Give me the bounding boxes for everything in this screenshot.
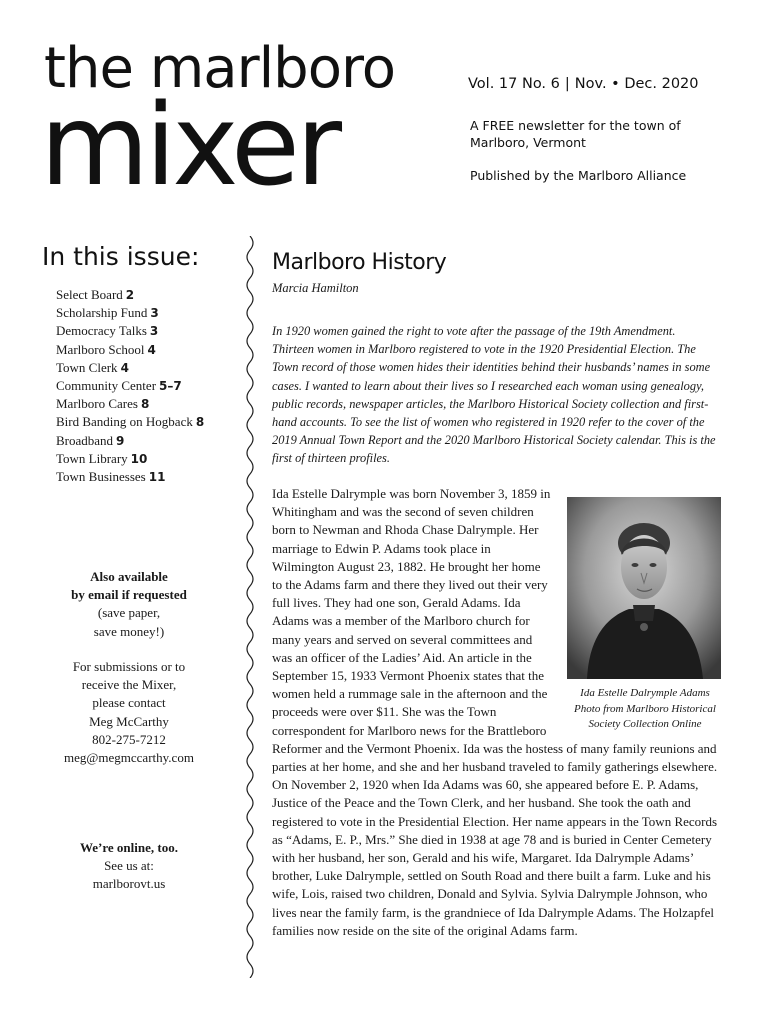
toc-label: Bird Banding on Hogback bbox=[56, 414, 193, 430]
in-this-issue-heading: In this issue: bbox=[42, 242, 200, 271]
toc-item[interactable] bbox=[56, 450, 236, 468]
toc-page: 4 bbox=[120, 360, 129, 375]
wavy-column-divider bbox=[239, 236, 261, 978]
by-email-line: by email if requested bbox=[71, 587, 187, 603]
toc-label: Marlboro School bbox=[56, 341, 145, 357]
issue-separator: | bbox=[564, 76, 570, 92]
volume-number: Vol. 17 No. 6 bbox=[468, 76, 560, 92]
email-availability-note bbox=[40, 568, 218, 641]
contact-email-link[interactable]: meg@megmccarthy.com bbox=[64, 750, 194, 766]
contact-info bbox=[40, 658, 218, 767]
save-money-line: save money!) bbox=[93, 623, 165, 639]
toc-page: 3 bbox=[149, 324, 159, 339]
table-of-contents bbox=[56, 286, 236, 486]
toc-page: 2 bbox=[125, 288, 135, 302]
contact-phone[interactable]: 802-275-7212 bbox=[92, 731, 166, 747]
online-see-us: See us at: bbox=[104, 858, 154, 874]
toc-page: 5–7 bbox=[159, 379, 182, 394]
toc-label: Marlboro Cares bbox=[56, 396, 138, 412]
toc-item[interactable] bbox=[56, 432, 236, 450]
publisher-line: Published by the Marlboro Alliance bbox=[470, 168, 687, 183]
issue-date: Nov. • Dec. 2020 bbox=[574, 76, 699, 92]
toc-label: Select Board bbox=[56, 287, 123, 302]
contact-name: Meg McCarthy bbox=[89, 713, 169, 729]
article-title: Marlboro History bbox=[272, 250, 447, 275]
newsletter-tagline: A FREE newsletter for the town of Marlboro, Vermont bbox=[470, 118, 681, 150]
portrait-photo bbox=[567, 497, 721, 679]
toc-item[interactable] bbox=[56, 359, 236, 377]
masthead-title-line2: mixer bbox=[40, 81, 339, 211]
article-byline: Marcia Hamilton bbox=[272, 281, 359, 295]
online-note bbox=[40, 839, 218, 894]
toc-page: 9 bbox=[116, 433, 125, 448]
toc-item[interactable] bbox=[56, 322, 236, 340]
toc-page: 8 bbox=[195, 415, 205, 430]
toc-item[interactable] bbox=[56, 395, 236, 413]
toc-item[interactable] bbox=[56, 413, 236, 431]
contact-line: please contact bbox=[92, 695, 166, 711]
save-paper-line: (save paper, bbox=[97, 605, 161, 621]
toc-label: Scholarship Fund bbox=[56, 305, 148, 321]
article-body-text: Ida Estelle Dalrymple was born November 3, 1859 in Whitingham and was the second of seven children born to Newman and Rhoda Chase Dalrymple. Her marriage to Edwin P. Adams took place in Wilmington August 23, 1882. He brought her home to the Adams farm and there they lived out their very full lives. They had one son, Gerald Adams. Ida Adams was a member of the Marlboro church for many years and served on several committees and was an officer of the Ladies’ Aid. An article in the September 15, 1933 Vermont Phoenix states that the women held a rummage sale in the afternoon and the proceeds were over $11. She was the Town correspondent for Marlboro news for the Brattleboro Reformer and the Vermont Phoenix. Ida was the hostess of many family reunions and parties at her home, and she and her husband traveled to family gatherings elsewhere. On November 2, 1920 when Ida Adams was 60, she appeared before E. P. Adams, Justice of the Peace and the Town Clerk, and her husband. She took the oath and registered to vote in the Presidential Election. Her name appears in the Town Records as “Adams, E. P., Mrs.” She died in 1938 at age 78 and is buried in Center Cemetery with her husband, her son, Gerald and his wife, Margaret. Ida Dalrymple Adams’ brother, Luke Dalrymple, settled on South Road and there built a farm. Luke and his wife, Lois, raised two children, Donald and Sylvia. Sylvia Dalrymple Johnson, who lives near the family farm, is the grandniece of Ida Dalrymple Adams. The Holzapfel families now reside on the site of the original Adams farm. bbox=[272, 486, 718, 938]
contact-line: For submissions or to bbox=[72, 659, 186, 674]
toc-page: 10 bbox=[130, 451, 148, 466]
issue-info bbox=[468, 76, 699, 92]
toc-label: Town Businesses bbox=[56, 469, 146, 485]
toc-page: 8 bbox=[140, 397, 150, 412]
also-available-line: Also available bbox=[90, 569, 168, 584]
article-intro: In 1920 women gained the right to vote after the passage of the 19th Amendment. Thirteen women in Marlboro registered to vote in the 1920 Presidential Election. The Town record of those women hides their identities behind their husbands’ names in some cases. I wanted to learn about their lives so I researched each woman using genealogy, public records, newspaper articles, the Marlboro Historical Society collection and first-hand accounts. To see the list of women who registered in 1920 refer to the cover of the 2019 Annual Town Report and the 2020 Marlboro Historical Society calendar. This is the first of thirteen profiles. bbox=[272, 324, 716, 466]
contact-line: receive the Mixer, bbox=[81, 677, 177, 693]
toc-label: Democracy Talks bbox=[56, 323, 147, 339]
toc-label: Town Clerk bbox=[56, 359, 118, 375]
toc-item[interactable] bbox=[56, 286, 236, 304]
toc-item[interactable] bbox=[56, 304, 236, 322]
toc-label: Town Library bbox=[56, 450, 128, 466]
toc-item[interactable] bbox=[56, 468, 236, 486]
photo-caption: Ida Estelle Dalrymple Adams Photo from Marlboro Historical Society Collection Online bbox=[574, 687, 716, 730]
toc-page: 11 bbox=[148, 470, 166, 485]
toc-page: 4 bbox=[147, 342, 156, 357]
masthead-title-line1: the marlboro bbox=[44, 36, 396, 101]
toc-item[interactable] bbox=[56, 377, 236, 395]
toc-page: 3 bbox=[150, 306, 159, 321]
toc-label: Broadband bbox=[56, 432, 114, 448]
toc-item[interactable] bbox=[56, 341, 236, 359]
website-link[interactable]: marlborovt.us bbox=[92, 876, 166, 892]
online-heading: We’re online, too. bbox=[80, 840, 178, 855]
toc-label: Community Center bbox=[56, 378, 157, 394]
